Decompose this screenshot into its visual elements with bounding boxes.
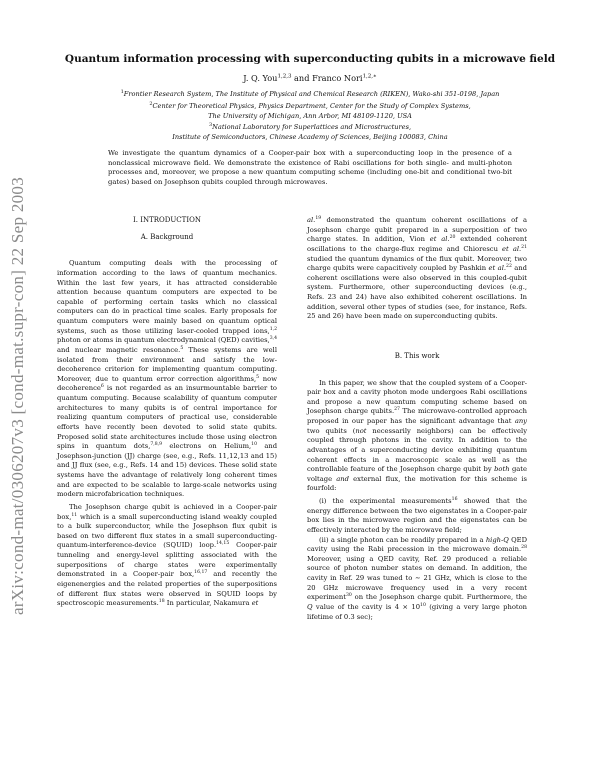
author-affil-marker: 1,2,∗ [362,73,377,80]
paragraph: In this paper, we show that the coupled system of a Cooper-pair box and a cavity photon mode undergoes Rabi oscillations and propose a new quantum computing scheme based on Josephson charge qubits.$^{27}$ The microwave-controlled approach proposed in our paper has the significant advantage that any two qubits (not necessarily neighbors) can be effectively coupled through photons in the cavity. In addition to the advantages of a superconducting device exhibiting quantum coherent effects in a macroscopic scale as well as the controllable feature of the Josephson charge qubit by both gate voltage and external flux, the motivation for this scheme is fourfold: [307,378,528,493]
author-affil-marker: 1,2,3 [277,73,292,80]
left-column [57,216,277,609]
author-name: Franco Nori [312,73,363,83]
paragraph: The Josephson charge qubit is achieved in a Cooper-pair box,$^{11}$ which is a small superconducting island weakly coupled to a bulk superconductor, while the Josephson flux qubit is based on two different flux states in a small superconducting-quantum-interference-device (SQUID) loop.$^{14,15}$ Cooper-pair tunneling and energy-level splitting associated with the superpositions of charge states were experimentally demonstrated in a Cooper-pair box,$^{16,17}$ and recently the eigenenergies and the related properties of the superpositions of different flux states were observed in SQUID loops by spectroscopic measurements.$^{18}$ In particular, Nakamura et [57,502,277,608]
paragraph: al.$^{19}$ demonstrated the quantum coherent oscillations of a Josephson charge qubit prepared in a superposition of two charge states. In addition, Vion et al.$^{20}$ extended coherent oscillations to the charge-flux regime and Chiorescu et al.$^{21}$ studied the quantum dynamics of the flux qubit. Moreover, two charge qubits were capacitively coupled by Pashkin et al.$^{22}$ and coherent oscillations were also observed in this coupled-qubit system. Furthermore, other superconducting devices (e.g., Refs. 23 and 24) have also exhibited coherent oscillations. In addition, several other types of studies (see, for instance, Refs. 25 and 26) have been made on superconducting qubits. [307,215,528,321]
author-separator: and [291,73,313,83]
subsection-heading: B. This work [394,351,440,360]
section-heading: I. INTRODUCTION [133,216,201,224]
arxiv-identifier: arXiv:cond-mat/0306207v3 [cond-mat.supr-con] 22 Sep 2003 [8,176,27,616]
affiliation-line: $^1$Frontier Research System, The Institute of Physical and Chemical Research (RIKEN), Wako-shi 351-0198, Japan [120,89,500,99]
abstract: We investigate the quantum dynamics of a Cooper-pair box with a superconducting loop in the presence of a nonclassical microwave field. We demonstrate the existence of Rabi oscillations for both single- and multi-photon processes and, moreover, we propose a new quantum computing scheme (including one-bit and conditional two-bit gates) based on Josephson qubits coupled through microwaves. [108,149,512,186]
author-line [60,73,560,83]
affiliations [60,88,560,143]
affiliation-line: The University of Michigan, Ann Arbor, MI 48109-1120, USA [208,111,412,120]
paragraph: Quantum computing deals with the processing of information according to the laws of quantum mechanics. Within the last few years, it has attracted considerable attention because quantum computers are expected to be capable of performing certain tasks which no classical computers can do in practical time scales. Early proposals for quantum computers were mainly based on quantum optical systems, such as those utilizing laser-cooled trapped ions,$^{1,2}$ photon or atoms in quantum electrodynamical (QED) cavities,$^{3,4}$ and nuclear magnetic resonance.$^5$ These systems are well isolated from their environment and satisfy the low-decoherence criterion for implementing quantum computing. Moreover, due to quantum error correction algorithms,$^5$ now decoherence$^6$ is not regarded as an insurmountable barrier to quantum computing. Because scalability of quantum computer architectures to many qubits is of central importance for realizing quantum computers of practical use, considerable efforts have recently been devoted to solid state qubits. Proposed solid state architectures include those using electron spins in quantum dots,$^{7,8,9}$ electrons on Helium,$^{10}$ and Josephson-junction (JJ) charge (see, e.g., Refs. 11,12,13 and 15) and JJ flux (see, e.g., Refs. 14 and 15) devices. These solid state systems have the advantage of relatively long coherent times and are expected to be scalable to large-scale networks using modern microfabrication techniques. [57,259,278,499]
paper-title: Quantum information processing with superconducting qubits in a microwave field [64,53,556,65]
right-column [307,216,527,622]
paragraph: (ii) a single photon can be readily prepared in a high-Q QED cavity using the Rabi precession in the microwave domain.$^{28}$ Moreover, using a QED cavity, Ref. 29 produced a reliable source of photon number states on demand. In addition, the cavity in Ref. 29 was tuned to ∼ 21 GHz, which is close to the 20 GHz microwave frequency used in a very recent experiment$^{30}$ on the Josephson charge qubit. Furthermore, the Q value of the cavity is $4 \times 10^{10}$ (giving a very large photon lifetime of 0.3 sec); [307,535,528,621]
affiliation-line: $^2$Center for Theoretical Physics, Physics Department, Center for the Study of Complex Systems, [149,100,471,111]
affiliation-line: $^3$National Laboratory for Superlattices and Microstructures, [208,122,412,132]
paragraph: (i) the experimental measurements$^{16}$ showed that the energy difference between the two eigenstates in a Cooper-pair box lies in the microwave region and the eigenstates can be effectively interacted by the microwave field; [307,496,527,534]
subsection-heading: A. Background [140,232,194,241]
author-name: J. Q. You [243,73,278,83]
affiliation-line: Institute of Semiconductors, Chinese Academy of Sciences, Beijing 100083, China [172,133,448,142]
